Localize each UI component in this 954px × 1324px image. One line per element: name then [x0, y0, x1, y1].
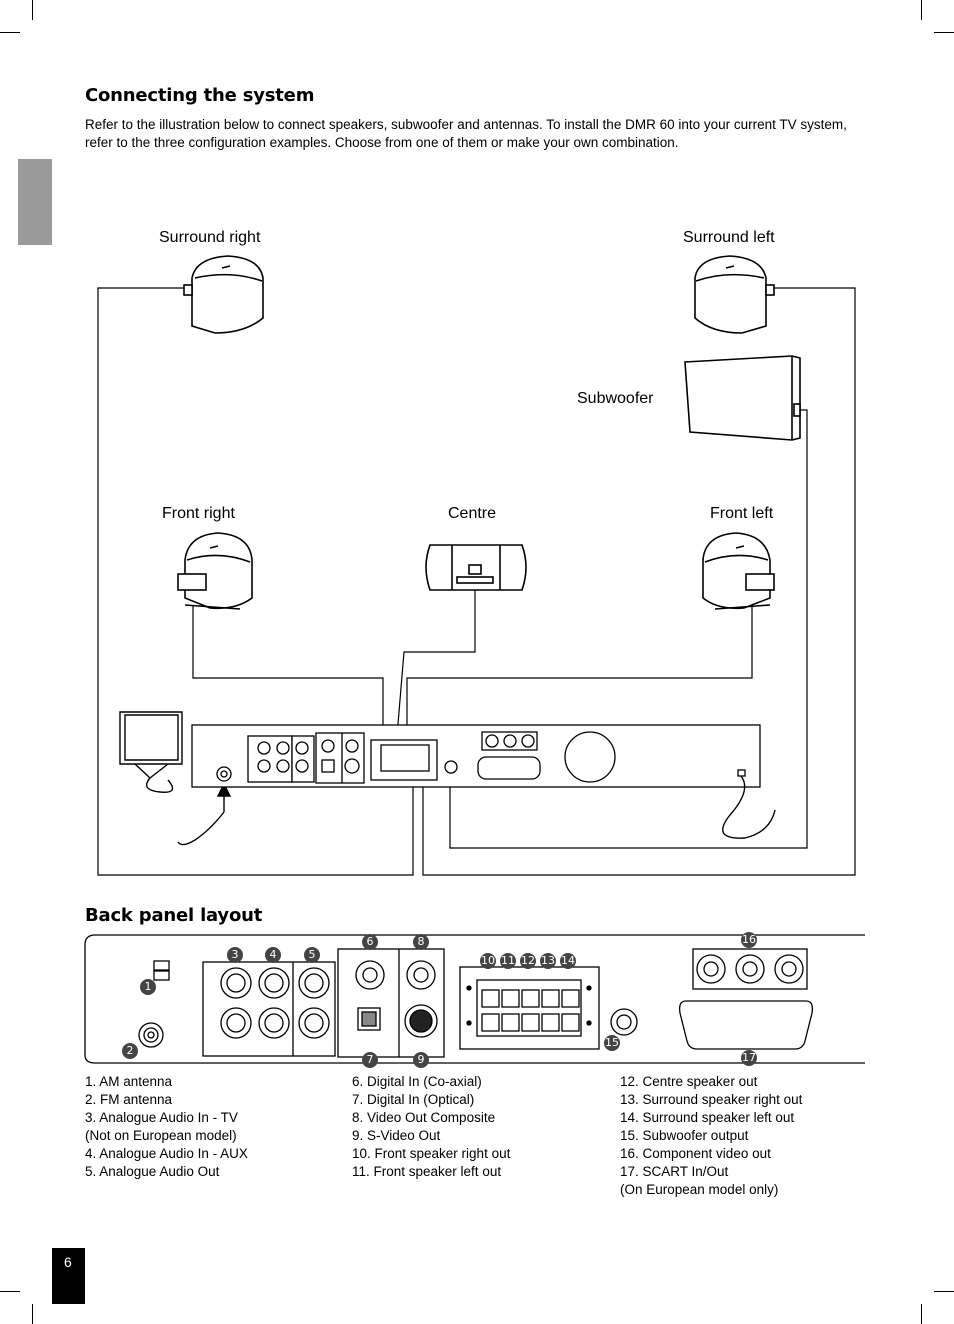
legend-item: 10. Front speaker right out: [352, 1146, 511, 1161]
speaker-surround-left: [695, 256, 774, 333]
speaker-front-right: [178, 533, 252, 609]
callout-12: 12: [521, 954, 535, 967]
legend-item: 17. SCART In/Out: [620, 1164, 729, 1179]
crop-mark: [32, 1304, 33, 1324]
am-antenna: [120, 712, 182, 792]
back-panel-heading: Back panel layout: [85, 905, 263, 926]
legend-item: 1. AM antenna: [85, 1074, 173, 1089]
speaker-surround-right: [184, 256, 263, 333]
callout-4: 4: [265, 947, 281, 963]
legend-item: 4. Analogue Audio In - AUX: [85, 1146, 248, 1161]
callout-13: 13: [541, 954, 555, 967]
legend-item: 9. S-Video Out: [352, 1128, 441, 1143]
legend-item: 6. Digital In (Co-axial): [352, 1074, 482, 1089]
callout-3: 3: [227, 947, 243, 963]
label-surround-right: Surround right: [159, 229, 261, 246]
callout-11: 11: [501, 954, 515, 967]
legend-item: 16. Component video out: [620, 1146, 771, 1161]
callout-10: 10: [481, 954, 495, 967]
legend-item: 15. Subwoofer output: [620, 1128, 749, 1143]
legend-item: (Not on European model): [85, 1128, 237, 1143]
label-subwoofer: Subwoofer: [577, 390, 654, 407]
callout-17: 17: [742, 1051, 756, 1064]
label-front-right: Front right: [162, 505, 235, 522]
legend-item: 8. Video Out Composite: [352, 1110, 496, 1125]
legend-column-3: [620, 1073, 802, 1199]
label-front-left: Front left: [710, 505, 774, 522]
legend-item: 12. Centre speaker out: [620, 1074, 758, 1089]
page-heading: Connecting the system: [85, 85, 315, 106]
label-centre: Centre: [448, 505, 497, 522]
callout-16: 16: [742, 933, 756, 946]
speaker-subwoofer: [685, 356, 800, 440]
legend-item: 3. Analogue Audio In - TV: [85, 1110, 238, 1125]
intro-paragraph: Refer to the illustration below to connect speakers, subwoofer and antennas. To install the DMR 60 into your current TV system, refer to the three configuration examples. Choose from one of them or make your own combination.: [85, 117, 847, 150]
back-panel-diagram: [0, 930, 954, 1070]
page-number: 6: [64, 1254, 72, 1270]
legend-item: (On European model only): [620, 1182, 779, 1197]
legend-column-2: [352, 1073, 510, 1181]
callout-8: 8: [413, 934, 429, 950]
legend-column-1: [85, 1073, 248, 1181]
speaker-centre: [426, 545, 526, 590]
legend-item: 14. Surround speaker left out: [620, 1110, 795, 1125]
legend-item: 7. Digital In (Optical): [352, 1092, 475, 1107]
callout-1: 1: [140, 979, 156, 995]
label-surround-left: Surround left: [683, 229, 775, 246]
legend-item: 5. Analogue Audio Out: [85, 1164, 220, 1179]
callout-9: 9: [413, 1052, 429, 1068]
crop-mark: [921, 1304, 922, 1324]
callout-7: 7: [362, 1052, 378, 1068]
crop-mark: [0, 1291, 20, 1292]
callout-15: 15: [605, 1036, 619, 1049]
callout-14: 14: [561, 954, 575, 967]
receiver-rear-panel: [192, 725, 760, 787]
callout-6: 6: [362, 934, 378, 950]
page-number-box: [52, 1248, 85, 1304]
callout-2: 2: [122, 1043, 138, 1059]
speaker-front-left: [703, 533, 774, 609]
callout-5: 5: [304, 947, 320, 963]
arrow-fm: [178, 784, 230, 845]
legend-item: 11. Front speaker left out: [352, 1164, 502, 1179]
legend-item: 2. FM antenna: [85, 1092, 173, 1107]
legend-item: 13. Surround speaker right out: [620, 1092, 803, 1107]
crop-mark: [934, 1291, 954, 1292]
